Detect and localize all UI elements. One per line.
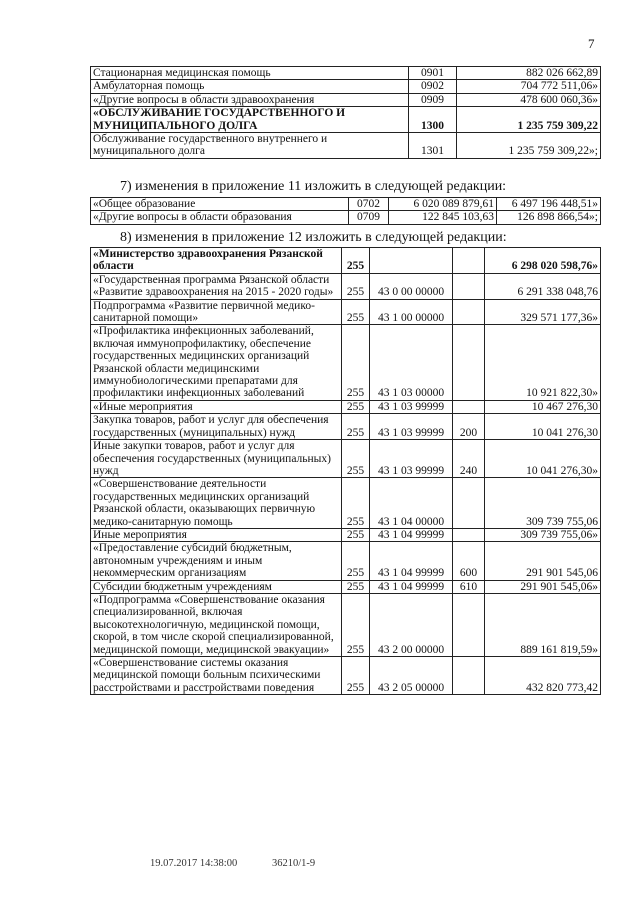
row-target-code: 43 1 03 99999 bbox=[370, 414, 453, 440]
row-name: «Общее образование bbox=[91, 198, 349, 211]
row-expense-type bbox=[453, 400, 485, 413]
row-target-code: 43 1 00 00000 bbox=[370, 299, 453, 325]
row-name: «Подпрограмма «Совершенствование оказания специализированной, включая высокотехнологичную, медицинской помощи, скорой, в том числе скорой специализированной, медицинской помощи, медицинской эвакуации» bbox=[91, 593, 342, 656]
row-name: Амбулаторная помощь bbox=[91, 80, 409, 93]
row-expense-type bbox=[453, 528, 485, 541]
row-name: «ОБСЛУЖИВАНИЕ ГОСУДАРСТВЕННОГО И МУНИЦИПАЛЬНОГО ДОЛГА bbox=[91, 107, 409, 133]
row-expense-type: 240 bbox=[453, 440, 485, 478]
row-name: Субсидии бюджетным учреждениям bbox=[91, 580, 342, 593]
row-amount: 889 161 819,59» bbox=[485, 593, 601, 656]
row-amount: 10 041 276,30» bbox=[485, 440, 601, 478]
row-code: 0902 bbox=[409, 80, 457, 93]
row-name: Иные закупки товаров, работ и услуг для обеспечения государственных (муниципальных) нужд bbox=[91, 440, 342, 478]
table-appendix-12 bbox=[90, 247, 601, 695]
heading-appendix-12: 8) изменения в приложение 12 изложить в следующей редакции: bbox=[120, 230, 507, 245]
row-target-code: 43 1 03 99999 bbox=[370, 440, 453, 478]
row-name: «Совершенствование деятельности государственных медицинских организаций Рязанской области, оказывающих первичную медико-санитарную помощь bbox=[91, 478, 342, 529]
table-row bbox=[91, 93, 601, 106]
row-amount: 291 901 545,06» bbox=[485, 580, 601, 593]
row-amount: 329 571 177,36» bbox=[485, 299, 601, 325]
row-expense-type bbox=[453, 248, 485, 274]
row-amount: 1 235 759 309,22»; bbox=[457, 133, 601, 159]
row-grbs: 255 bbox=[342, 440, 370, 478]
row-grbs: 255 bbox=[342, 528, 370, 541]
row-name: Иные мероприятия bbox=[91, 528, 342, 541]
table-row bbox=[91, 325, 601, 400]
row-grbs: 255 bbox=[342, 478, 370, 529]
page-number: 7 bbox=[588, 36, 595, 51]
row-expense-type: 600 bbox=[453, 542, 485, 580]
row-expense-type bbox=[453, 299, 485, 325]
row-name: «Государственная программа Рязанской области «Развитие здравоохранения на 2015 - 2020 годы» bbox=[91, 273, 342, 299]
row-target-code: 43 1 03 99999 bbox=[370, 400, 453, 413]
row-grbs: 255 bbox=[342, 593, 370, 656]
table-row bbox=[91, 400, 601, 413]
row-code: 0909 bbox=[409, 93, 457, 106]
row-grbs: 255 bbox=[342, 400, 370, 413]
row-amount: 6 291 338 048,76 bbox=[485, 273, 601, 299]
row-grbs: 255 bbox=[342, 414, 370, 440]
row-target-code bbox=[370, 248, 453, 274]
row-expense-type bbox=[453, 273, 485, 299]
row-grbs: 255 bbox=[342, 657, 370, 695]
row-grbs: 255 bbox=[342, 273, 370, 299]
row-amount: 6 298 020 598,76» bbox=[485, 248, 601, 274]
table-row bbox=[91, 414, 601, 440]
row-expense-type: 200 bbox=[453, 414, 485, 440]
table-row bbox=[91, 440, 601, 478]
row-amount-1: 6 020 089 879,61 bbox=[389, 198, 497, 211]
row-name: Обслуживание государственного внутреннего и муниципального долга bbox=[91, 133, 409, 159]
row-amount: 1 235 759 309,22 bbox=[457, 107, 601, 133]
row-target-code: 43 2 05 00000 bbox=[370, 657, 453, 695]
row-target-code: 43 2 00 00000 bbox=[370, 593, 453, 656]
row-target-code: 43 1 04 99999 bbox=[370, 528, 453, 541]
row-expense-type bbox=[453, 593, 485, 656]
footer-date: 19.07.2017 14:38:00 bbox=[150, 858, 238, 869]
row-name: «Совершенствование системы оказания медицинской помощи больным психическими расстройствами и расстройствами поведения bbox=[91, 657, 342, 695]
heading-appendix-11: 7) изменения в приложение 11 изложить в следующей редакции: bbox=[120, 179, 507, 194]
row-name: «Профилактика инфекционных заболеваний, включая иммунопрофилактику, обеспечение государственных медицинских организаций Рязанской области медицинскими иммунобиологическими препаратами для профилактики инфекционных заболеваний bbox=[91, 325, 342, 400]
table-row bbox=[91, 299, 601, 325]
row-grbs: 255 bbox=[342, 325, 370, 400]
row-name: «Иные мероприятия bbox=[91, 400, 342, 413]
row-code: 1301 bbox=[409, 133, 457, 159]
row-target-code: 43 1 03 00000 bbox=[370, 325, 453, 400]
row-expense-type bbox=[453, 657, 485, 695]
row-amount: 478 600 060,36» bbox=[457, 93, 601, 106]
row-code: 0702 bbox=[349, 198, 389, 211]
row-amount: 704 772 511,06» bbox=[457, 80, 601, 93]
row-grbs: 255 bbox=[342, 248, 370, 274]
row-target-code: 43 1 04 99999 bbox=[370, 542, 453, 580]
table-row bbox=[91, 80, 601, 93]
row-amount: 10 467 276,30 bbox=[485, 400, 601, 413]
table-row bbox=[91, 528, 601, 541]
table-row bbox=[91, 198, 601, 211]
row-grbs: 255 bbox=[342, 299, 370, 325]
row-amount-2: 126 898 866,54»; bbox=[497, 211, 601, 224]
row-code: 0901 bbox=[409, 67, 457, 80]
row-target-code: 43 1 04 99999 bbox=[370, 580, 453, 593]
table-budget-sections bbox=[90, 66, 601, 159]
table-row bbox=[91, 542, 601, 580]
table-row bbox=[91, 657, 601, 695]
row-amount: 291 901 545,06 bbox=[485, 542, 601, 580]
row-target-code: 43 1 04 00000 bbox=[370, 478, 453, 529]
row-amount-2: 6 497 196 448,51» bbox=[497, 198, 601, 211]
row-expense-type: 610 bbox=[453, 580, 485, 593]
row-name: «Министерство здравоохранения Рязанской области bbox=[91, 248, 342, 274]
row-expense-type bbox=[453, 478, 485, 529]
row-amount: 10 041 276,30 bbox=[485, 414, 601, 440]
row-grbs: 255 bbox=[342, 542, 370, 580]
table-row bbox=[91, 273, 601, 299]
row-amount: 882 026 662,89 bbox=[457, 67, 601, 80]
row-name: «Другие вопросы в области образования bbox=[91, 211, 349, 224]
table-row bbox=[91, 67, 601, 80]
row-amount: 432 820 773,42 bbox=[485, 657, 601, 695]
row-name: Стационарная медицинская помощь bbox=[91, 67, 409, 80]
table-row bbox=[91, 211, 601, 224]
table-row bbox=[91, 107, 601, 133]
row-code: 1300 bbox=[409, 107, 457, 133]
table-row bbox=[91, 133, 601, 159]
row-amount: 309 739 755,06 bbox=[485, 478, 601, 529]
row-name: Подпрограмма «Развитие первичной медико-санитарной помощи» bbox=[91, 299, 342, 325]
row-grbs: 255 bbox=[342, 580, 370, 593]
table-appendix-11 bbox=[90, 197, 601, 225]
row-expense-type bbox=[453, 325, 485, 400]
table-row bbox=[91, 593, 601, 656]
row-name: Закупка товаров, работ и услуг для обеспечения государственных (муниципальных) нужд bbox=[91, 414, 342, 440]
row-amount: 309 739 755,06» bbox=[485, 528, 601, 541]
row-name: «Предоставление субсидий бюджетным, автономным учреждениям и иным некоммерческим организациям bbox=[91, 542, 342, 580]
row-amount-1: 122 845 103,63 bbox=[389, 211, 497, 224]
row-amount: 10 921 822,30» bbox=[485, 325, 601, 400]
table-row bbox=[91, 580, 601, 593]
row-name: «Другие вопросы в области здравоохранения bbox=[91, 93, 409, 106]
row-code: 0709 bbox=[349, 211, 389, 224]
table-row bbox=[91, 478, 601, 529]
row-target-code: 43 0 00 00000 bbox=[370, 273, 453, 299]
footer-doc-code: 36210/1-9 bbox=[272, 858, 316, 869]
table-row bbox=[91, 248, 601, 274]
